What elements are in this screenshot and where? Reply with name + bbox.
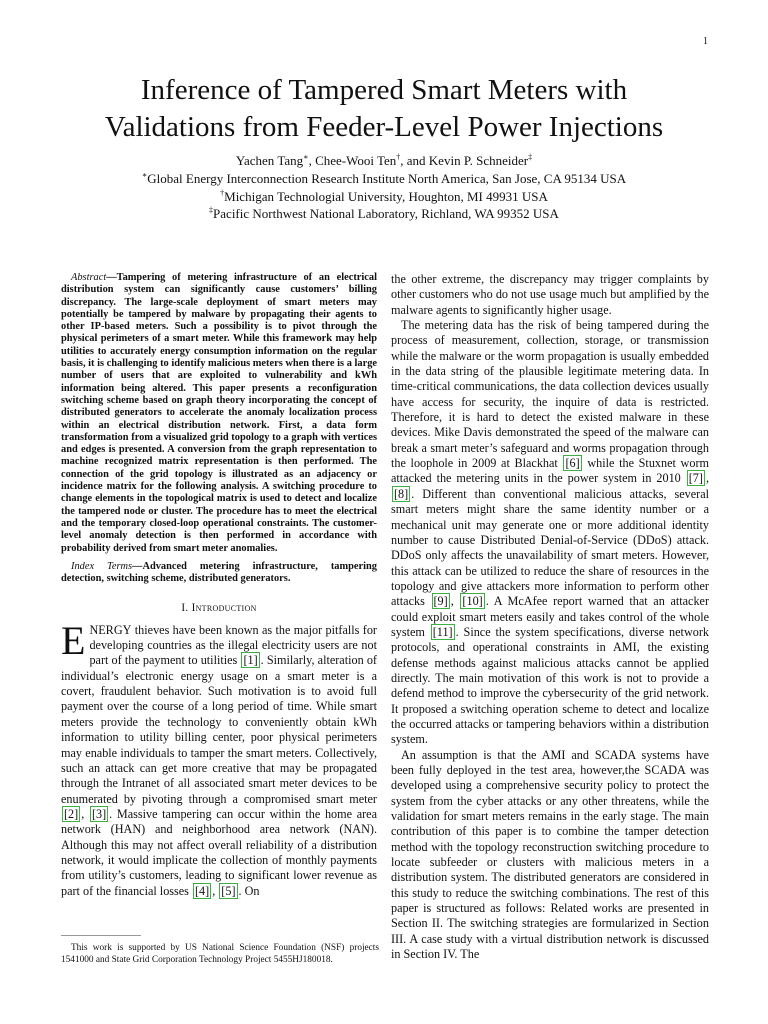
funding-footnote: This work is supported by US National Science Foundation (NSF) projects 1541000 and State Grid Corporation Technology Project 5455HJ180018. [61,943,379,965]
intro-text: . Similarly, alteration of individual’s electronic energy usage on a smart meter is a covert, fraudulent behavior. Such motivation is to avoid full payment over the course of a long period of time. While smart meters provide the technology to conveniently obtain kWh information to utility billing center, poor physical perimeters may enable individuals to tamper the smart meters. Collectively, such an attack can get more creative that may be propagated through the Intranet of all associated smart meter devices to be enumerated by pivoting through a compromised smart meter [61,653,377,806]
affiliation [40,205,728,223]
intro-caps: NERGY [89,622,132,637]
right-column [391,272,709,962]
author-name: Yachen Tang [235,153,304,168]
citation-link[interactable]: [4] [194,883,210,898]
intro-text: , [212,883,219,898]
affiliation-text: Global Energy Interconnection Research Institute North America, San Jose, CA 95134 USA [147,171,627,186]
abstract [61,272,377,555]
affiliation-mark: ‡ [209,205,214,215]
author-list [40,152,728,170]
section-heading [61,601,377,616]
intro-paragraph [61,617,377,899]
body-text: , [705,471,709,486]
citation-link[interactable]: [6] [565,456,580,471]
index-terms-text: —Advanced metering infrastructure, tampering detection, switching scheme, distributed generators. [61,560,378,585]
affiliation-text: Pacific Northwest National Laboratory, Richland, WA 99352 USA [213,206,559,221]
author-mark: ‡ [528,152,533,162]
author-separator: , and [400,153,429,168]
section-title: Introduction [191,602,257,615]
citation-link[interactable]: [7] [688,471,703,486]
affiliation-text: Michigan Technologial University, Houghton, MI 49931 USA [224,189,548,204]
citation-link[interactable]: [5] [221,883,236,898]
page-number: 1 [703,36,708,47]
citation-link[interactable]: [3] [91,806,107,821]
body-text: . A McAfee report warned that an attacker could exploit smart meters easily and takes control of the whole system [391,594,710,639]
citation-link[interactable]: [2] [64,806,79,821]
intro-text: , [81,806,89,821]
author-separator: , [308,153,316,168]
citation-link[interactable]: [10] [462,594,483,609]
citation-link[interactable]: [8] [394,486,409,501]
body-paragraph: An assumption is that the AMI and SCADA systems have been fully deployed in the test area, however,the SCADA was developed using a comprehensive security policy to protect the system from the cyber attacks or any other threatens, while the validation for smart meters remains in the early stage. The main contribution of this paper is to combine the tamper detection method with the topology reconstruction switching procedure to locate subfeeder or clusters with malicious meters in a distribution system. The distributed generators are considered in this study to reduce the switching combinations. The rest of this paper is structured as follows: Related works are presented in Section II. The switching strategies are formularized in Section III. A case study with a virtual distribution network is discussed in Section IV. The [391,747,709,962]
index-terms [61,561,377,586]
affiliation-mark: ∗ [141,170,148,180]
body-text: . Different than conventional malicious attacks, several smart meters might share the same identity number or a mechanical unit may generate one or more additional identity number to cause Distributed Denial-of-Service (DDoS) attack. DDoS only affects the unavailability of smart meters. However, this attack can be utilized to reduce the share of resources in the topology and give attackers more information to perform other attacks [391,486,709,609]
body-text: The metering data has the risk of being tampered during the process of measurement, collection, storage, or transmission while the malware or the worm propagation is usually embedded in the data string of the plausible legitimate metering data. In time-critical communications, the data collection devices usually have access for security, the inquire of data is restricted. Therefore, it is hard to detect the existed malware in these devices. Mike Davis demonstrated the speed of the malware can break a smart meter’s safeguard and worms propagation through the loophole in 2009 at Blackhat [391,318,709,471]
intro-text: . On [238,883,260,898]
author-mark: ∗ [303,152,309,162]
citation-link[interactable]: [9] [433,594,448,609]
citation-link[interactable]: [1] [243,653,258,668]
body-paragraph [391,318,709,748]
title-line-2: Validations from Feeder-Level Power Injections [104,111,664,143]
body-paragraph: the other extreme, the discrepancy may trigger complaints by other customers who do not use usage much but amplified by the malware agents to significantly higher usage. [391,272,709,317]
affiliation-mark: † [220,188,225,198]
index-terms-lead: Index Terms [71,560,133,572]
title-line-1: Inference of Tampered Smart Meters with [140,74,628,106]
affiliation [40,170,728,188]
abstract-text: —Tampering of metering infrastructure of an electrical distribution system can significantly cause customers’ billing discrepancy. The large-scale deployment of smart meters may potentially be tampered by malware by propagating their agents to other IP-based meters. Such a possibility is to pivot through the physical perimeters of a smart meter. While this framework may help utilities to accurately energy consumption information on the regular basis, it is challenging to identify malicious meters when there is a large number of users that are exploited to vulnerability and kWh information being altered. This paper presents a reconfiguration switching scheme based on graph theory incorporating the concept of distributed generators to accelerate the anomaly localization process within an electrical distribution network. First, a data form transformation from a visualized grid topology to a graph with vertices and edges is presented. A conversion from the graph representation to machine recognized matrix representation is then performed. The connection of the grid topology is illustrated as an adjacency or incidence matrix for the following analysis. A switching procedure to change elements in the topological matrix is used to detect and localize the tampered node or cluster. The procedure has to meet the electrical and the temporary closed-loop operational constraints. The customer-level anomaly detection is then performed in accordance with probability derived from smart meter anomalies. [61,272,377,554]
footnote-rule [61,935,141,936]
citation-link[interactable]: [11] [432,624,453,639]
body-text: . Since the system specifications, diverse network protocols, and operational constraints in AMI, the existing defense methods against malicious attacks cannot be applied directly. The main motivation of this work is not to provide a defend method to improve the cybersecurity of the grid network. It proposed a switching operation scheme to detect and localize the occurred attacks or tampering behaviors within a distribution system. [391,624,709,747]
paper-title [40,72,728,146]
body-text: while the Stuxnet worm attacked the metering units in the power system in 2010 [391,456,709,486]
author-name: Chee-Wooi Ten [315,153,397,168]
intro-text: thieves have been known as the major pitfalls for developing countries as the illegal electricity users are not part of the payment to utilities [89,622,377,668]
abstract-lead: Abstract [71,272,107,283]
author-name: Kevin P. Schneider [428,153,529,168]
drop-cap: E [61,617,86,663]
section-numeral: I. [181,602,192,615]
intro-text: . Massive tampering can occur within the home area network (HAN) and neighborhood area network (NAN). Although this may not affect overall reliability of a distribution network, it would implicate the collection of monthly payments from utility’s customers, leading to significant lower revenue as part of the financial losses [61,806,377,898]
author-mark: † [396,152,401,162]
body-text: , [450,594,460,609]
affiliation [40,188,728,206]
left-column [61,272,377,899]
